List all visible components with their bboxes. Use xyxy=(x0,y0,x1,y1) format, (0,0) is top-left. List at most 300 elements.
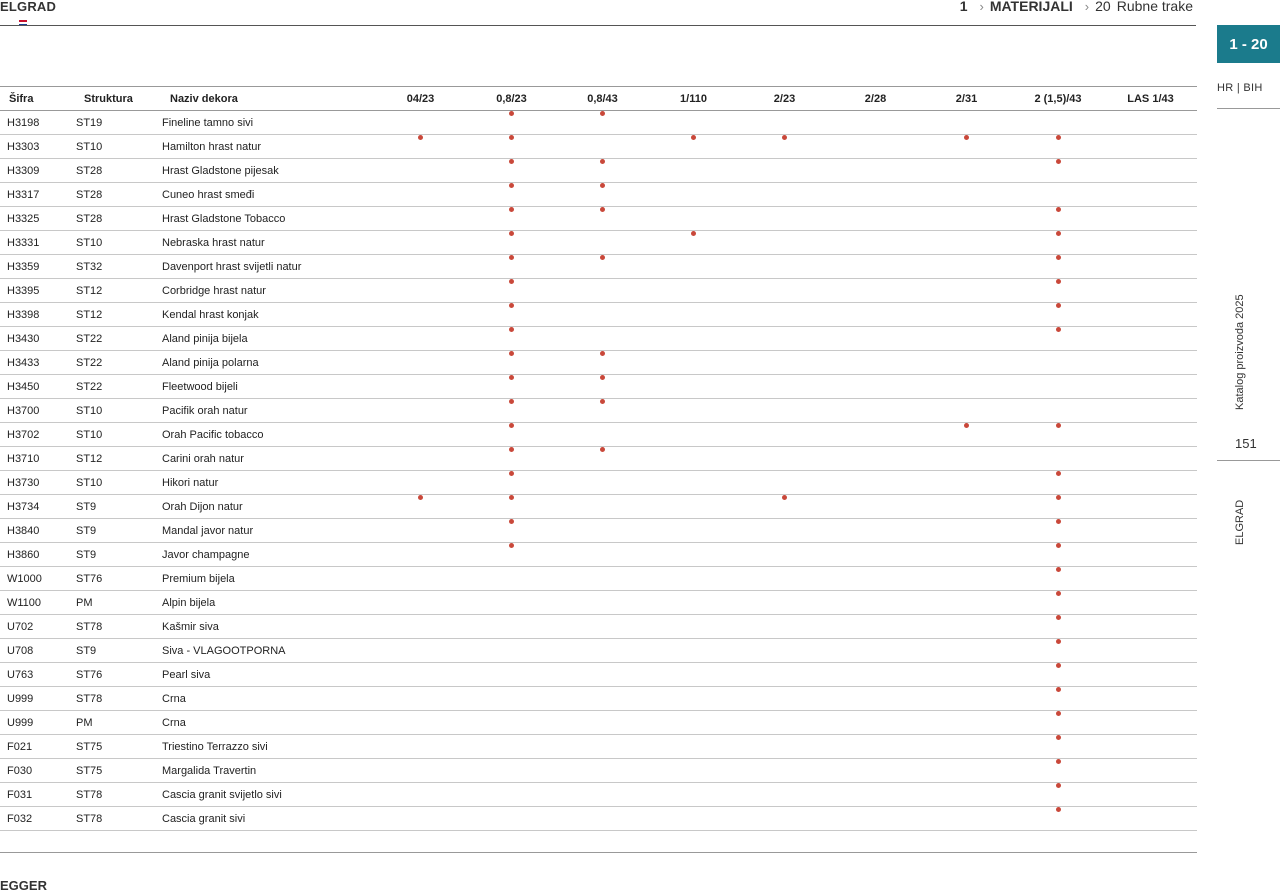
availability-dot-icon xyxy=(1056,327,1061,332)
availability-cell xyxy=(557,303,648,327)
structure-cell: ST10 xyxy=(75,231,161,255)
availability-cell xyxy=(921,399,1012,423)
decor-code-cell: H3710 xyxy=(0,447,75,471)
availability-cell xyxy=(830,375,921,399)
edge-band-table-container xyxy=(0,86,1197,831)
availability-cell xyxy=(1012,303,1104,327)
availability-cell xyxy=(648,135,739,159)
table-row xyxy=(0,591,1197,615)
availability-cell xyxy=(648,375,739,399)
table-row xyxy=(0,399,1197,423)
availability-cell xyxy=(1012,711,1104,735)
availability-cell xyxy=(375,735,466,759)
structure-cell: PM xyxy=(75,591,161,615)
decor-name-cell: Nebraska hrast natur xyxy=(161,231,375,255)
decor-code-cell: H3395 xyxy=(0,279,75,303)
availability-cell xyxy=(375,423,466,447)
availability-cell xyxy=(1012,735,1104,759)
availability-cell xyxy=(921,327,1012,351)
availability-dot-icon xyxy=(600,207,605,212)
availability-cell xyxy=(466,591,557,615)
availability-dot-icon xyxy=(509,423,514,428)
availability-cell xyxy=(739,231,830,255)
availability-cell xyxy=(648,255,739,279)
decor-code-cell: F031 xyxy=(0,783,75,807)
availability-cell xyxy=(921,495,1012,519)
availability-cell xyxy=(375,639,466,663)
availability-dot-icon xyxy=(509,399,514,404)
column-header: Struktura xyxy=(75,87,161,111)
availability-dot-icon xyxy=(509,183,514,188)
availability-cell xyxy=(648,639,739,663)
availability-cell xyxy=(375,159,466,183)
availability-dot-icon xyxy=(1056,783,1061,788)
availability-cell xyxy=(466,639,557,663)
availability-cell xyxy=(466,663,557,687)
availability-cell xyxy=(830,687,921,711)
table-row xyxy=(0,423,1197,447)
availability-cell xyxy=(375,231,466,255)
availability-cell xyxy=(557,255,648,279)
availability-cell xyxy=(830,783,921,807)
table-row xyxy=(0,231,1197,255)
availability-cell xyxy=(739,543,830,567)
decor-code-cell: F021 xyxy=(0,735,75,759)
table-row xyxy=(0,183,1197,207)
availability-cell xyxy=(830,447,921,471)
decor-code-cell: H3702 xyxy=(0,423,75,447)
availability-dot-icon xyxy=(509,495,514,500)
availability-dot-icon xyxy=(1056,711,1061,716)
availability-cell xyxy=(1104,447,1197,471)
availability-cell xyxy=(648,591,739,615)
availability-cell xyxy=(830,615,921,639)
decor-code-cell: H3450 xyxy=(0,375,75,399)
decor-name-cell: Aland pinija bijela xyxy=(161,327,375,351)
availability-cell xyxy=(739,327,830,351)
availability-cell xyxy=(739,351,830,375)
availability-cell xyxy=(739,159,830,183)
availability-cell xyxy=(830,183,921,207)
availability-cell xyxy=(1012,255,1104,279)
availability-cell xyxy=(466,399,557,423)
availability-cell xyxy=(466,615,557,639)
availability-cell xyxy=(739,399,830,423)
availability-cell xyxy=(466,711,557,735)
availability-cell xyxy=(1012,591,1104,615)
table-row xyxy=(0,519,1197,543)
availability-cell xyxy=(648,207,739,231)
availability-cell xyxy=(557,783,648,807)
availability-cell xyxy=(1012,543,1104,567)
availability-cell xyxy=(1104,639,1197,663)
availability-cell xyxy=(739,447,830,471)
decor-name-cell: Davenport hrast svijetli natur xyxy=(161,255,375,279)
availability-dot-icon xyxy=(1056,279,1061,284)
availability-cell xyxy=(466,807,557,831)
availability-cell xyxy=(1104,711,1197,735)
structure-cell: ST19 xyxy=(75,111,161,135)
decor-name-cell: Cascia granit sivi xyxy=(161,807,375,831)
structure-cell: ST12 xyxy=(75,303,161,327)
availability-cell xyxy=(557,375,648,399)
availability-cell xyxy=(1104,495,1197,519)
availability-cell xyxy=(375,495,466,519)
availability-cell xyxy=(830,351,921,375)
availability-cell xyxy=(466,567,557,591)
decor-name-cell: Triestino Terrazzo sivi xyxy=(161,735,375,759)
table-row xyxy=(0,207,1197,231)
availability-cell xyxy=(921,135,1012,159)
availability-cell xyxy=(375,543,466,567)
availability-dot-icon xyxy=(1056,135,1061,140)
availability-cell xyxy=(1104,615,1197,639)
availability-cell xyxy=(921,303,1012,327)
availability-cell xyxy=(1104,423,1197,447)
decor-name-cell: Crna xyxy=(161,687,375,711)
edge-band-table xyxy=(0,86,1197,831)
availability-dot-icon xyxy=(509,303,514,308)
availability-cell xyxy=(921,519,1012,543)
availability-dot-icon xyxy=(509,111,514,116)
availability-cell xyxy=(375,255,466,279)
availability-cell xyxy=(830,591,921,615)
breadcrumb-section[interactable]: Rubne trake xyxy=(1116,0,1193,14)
decor-code-cell: H3398 xyxy=(0,303,75,327)
structure-cell: ST78 xyxy=(75,615,161,639)
availability-cell xyxy=(739,303,830,327)
availability-dot-icon xyxy=(509,279,514,284)
catalog-title-vertical: Katalog proizvoda 2025 xyxy=(1234,294,1246,410)
table-row xyxy=(0,639,1197,663)
table-row xyxy=(0,783,1197,807)
availability-cell xyxy=(557,519,648,543)
availability-cell xyxy=(1012,351,1104,375)
table-row xyxy=(0,615,1197,639)
availability-cell xyxy=(1104,591,1197,615)
decor-code-cell: H3840 xyxy=(0,519,75,543)
availability-dot-icon xyxy=(600,111,605,116)
availability-dot-icon xyxy=(1056,159,1061,164)
availability-cell xyxy=(1104,735,1197,759)
availability-cell xyxy=(466,447,557,471)
availability-cell xyxy=(466,543,557,567)
section-badge: 1 - 20 xyxy=(1217,25,1280,63)
availability-dot-icon xyxy=(509,351,514,356)
table-row xyxy=(0,711,1197,735)
table-row xyxy=(0,663,1197,687)
availability-cell xyxy=(1012,135,1104,159)
decor-name-cell: Hrast Gladstone Tobacco xyxy=(161,207,375,231)
availability-dot-icon xyxy=(509,447,514,452)
availability-cell xyxy=(830,471,921,495)
structure-cell: ST75 xyxy=(75,759,161,783)
availability-cell xyxy=(557,687,648,711)
availability-cell xyxy=(1012,183,1104,207)
availability-cell xyxy=(830,567,921,591)
availability-dot-icon xyxy=(509,327,514,332)
availability-cell xyxy=(557,639,648,663)
table-body xyxy=(0,111,1197,831)
availability-cell xyxy=(648,711,739,735)
availability-cell xyxy=(466,423,557,447)
availability-cell xyxy=(557,447,648,471)
availability-cell xyxy=(830,159,921,183)
availability-cell xyxy=(739,663,830,687)
availability-cell xyxy=(557,663,648,687)
availability-dot-icon xyxy=(1056,303,1061,308)
page-number: 151 xyxy=(1235,436,1257,451)
availability-dot-icon xyxy=(1056,591,1061,596)
availability-cell xyxy=(557,423,648,447)
column-header: 2/28 xyxy=(830,87,921,111)
structure-cell: ST78 xyxy=(75,687,161,711)
decor-code-cell: H3331 xyxy=(0,231,75,255)
availability-cell xyxy=(739,591,830,615)
availability-dot-icon xyxy=(1056,615,1061,620)
availability-dot-icon xyxy=(1056,423,1061,428)
availability-cell xyxy=(466,303,557,327)
availability-cell xyxy=(466,255,557,279)
availability-cell xyxy=(375,447,466,471)
availability-cell xyxy=(739,759,830,783)
availability-cell xyxy=(466,135,557,159)
availability-cell xyxy=(1104,351,1197,375)
availability-cell xyxy=(648,183,739,207)
column-header: 1/110 xyxy=(648,87,739,111)
availability-dot-icon xyxy=(600,183,605,188)
availability-cell xyxy=(830,663,921,687)
availability-cell xyxy=(739,135,830,159)
availability-cell xyxy=(648,807,739,831)
availability-cell xyxy=(557,495,648,519)
table-row xyxy=(0,807,1197,831)
availability-cell xyxy=(739,279,830,303)
availability-cell xyxy=(921,735,1012,759)
availability-cell xyxy=(466,279,557,303)
availability-cell xyxy=(557,567,648,591)
table-row xyxy=(0,375,1197,399)
availability-cell xyxy=(1012,375,1104,399)
decor-code-cell: U702 xyxy=(0,615,75,639)
availability-cell xyxy=(921,759,1012,783)
column-header: LAS 1/43 xyxy=(1104,87,1197,111)
chevron-right-icon: › xyxy=(1084,0,1090,14)
table-row xyxy=(0,279,1197,303)
availability-dot-icon xyxy=(1056,519,1061,524)
availability-cell xyxy=(1012,783,1104,807)
availability-cell xyxy=(1104,807,1197,831)
availability-cell xyxy=(1012,471,1104,495)
availability-cell xyxy=(1012,495,1104,519)
availability-cell xyxy=(466,159,557,183)
availability-cell xyxy=(1104,471,1197,495)
availability-cell xyxy=(1104,303,1197,327)
availability-cell xyxy=(466,471,557,495)
decor-name-cell: Margalida Travertin xyxy=(161,759,375,783)
availability-cell xyxy=(1104,183,1197,207)
availability-cell xyxy=(466,759,557,783)
availability-cell xyxy=(1012,399,1104,423)
column-header: 2 (1,5)/43 xyxy=(1012,87,1104,111)
footer-divider xyxy=(0,852,1197,853)
availability-cell xyxy=(1012,807,1104,831)
availability-cell xyxy=(466,111,557,135)
availability-cell xyxy=(557,111,648,135)
structure-cell: ST22 xyxy=(75,375,161,399)
availability-cell xyxy=(375,399,466,423)
availability-cell xyxy=(739,207,830,231)
availability-cell xyxy=(557,591,648,615)
structure-cell: ST28 xyxy=(75,183,161,207)
availability-cell xyxy=(1012,519,1104,543)
availability-cell xyxy=(921,111,1012,135)
availability-cell xyxy=(557,615,648,639)
availability-cell xyxy=(1104,399,1197,423)
structure-cell: ST9 xyxy=(75,495,161,519)
availability-cell xyxy=(648,351,739,375)
availability-cell xyxy=(921,207,1012,231)
structure-cell: ST28 xyxy=(75,159,161,183)
availability-dot-icon xyxy=(1056,207,1061,212)
table-row xyxy=(0,759,1197,783)
decor-name-cell: Carini orah natur xyxy=(161,447,375,471)
table-row xyxy=(0,447,1197,471)
availability-cell xyxy=(830,207,921,231)
availability-cell xyxy=(648,687,739,711)
availability-cell xyxy=(921,711,1012,735)
structure-cell: ST76 xyxy=(75,567,161,591)
availability-cell xyxy=(466,183,557,207)
availability-cell xyxy=(648,543,739,567)
decor-code-cell: H3734 xyxy=(0,495,75,519)
availability-cell xyxy=(1104,375,1197,399)
availability-cell xyxy=(375,375,466,399)
table-row xyxy=(0,471,1197,495)
availability-cell xyxy=(739,783,830,807)
availability-cell xyxy=(739,423,830,447)
availability-dot-icon xyxy=(509,207,514,212)
structure-cell: ST32 xyxy=(75,255,161,279)
availability-cell xyxy=(466,519,557,543)
structure-cell: PM xyxy=(75,711,161,735)
structure-cell: ST10 xyxy=(75,471,161,495)
availability-cell xyxy=(375,759,466,783)
availability-cell xyxy=(648,615,739,639)
availability-cell xyxy=(557,159,648,183)
column-header: 0,8/43 xyxy=(557,87,648,111)
availability-dot-icon xyxy=(418,135,423,140)
structure-cell: ST78 xyxy=(75,783,161,807)
availability-cell xyxy=(557,183,648,207)
brand-logo-bottom: EGGER xyxy=(0,878,47,893)
availability-cell xyxy=(557,807,648,831)
availability-cell xyxy=(648,303,739,327)
decor-code-cell: H3730 xyxy=(0,471,75,495)
availability-cell xyxy=(830,279,921,303)
availability-cell xyxy=(375,567,466,591)
breadcrumb-section-number: 20 xyxy=(1095,0,1111,14)
structure-cell: ST9 xyxy=(75,519,161,543)
availability-cell xyxy=(1104,255,1197,279)
structure-cell: ST22 xyxy=(75,327,161,351)
availability-cell xyxy=(648,495,739,519)
availability-cell xyxy=(921,279,1012,303)
availability-dot-icon xyxy=(1056,567,1061,572)
availability-cell xyxy=(1104,327,1197,351)
availability-dot-icon xyxy=(1056,759,1061,764)
availability-cell xyxy=(739,111,830,135)
decor-name-cell: Hamilton hrast natur xyxy=(161,135,375,159)
availability-cell xyxy=(739,615,830,639)
decor-name-cell: Aland pinija polarna xyxy=(161,351,375,375)
availability-cell xyxy=(1012,279,1104,303)
column-header: 0,8/23 xyxy=(466,87,557,111)
structure-cell: ST10 xyxy=(75,423,161,447)
sidebar-divider xyxy=(1217,460,1280,461)
decor-code-cell: H3700 xyxy=(0,399,75,423)
availability-cell xyxy=(375,183,466,207)
decor-name-cell: Kendal hrast konjak xyxy=(161,303,375,327)
availability-cell xyxy=(830,711,921,735)
availability-cell xyxy=(375,471,466,495)
availability-cell xyxy=(1012,159,1104,183)
availability-cell xyxy=(921,663,1012,687)
availability-cell xyxy=(830,759,921,783)
decor-code-cell: W1000 xyxy=(0,567,75,591)
decor-code-cell: F030 xyxy=(0,759,75,783)
availability-cell xyxy=(557,135,648,159)
availability-cell xyxy=(557,711,648,735)
availability-cell xyxy=(375,663,466,687)
availability-cell xyxy=(739,255,830,279)
decor-name-cell: Cascia granit svijetlo sivi xyxy=(161,783,375,807)
availability-cell xyxy=(1012,423,1104,447)
decor-name-cell: Javor champagne xyxy=(161,543,375,567)
decor-name-cell: Pearl siva xyxy=(161,663,375,687)
table-row xyxy=(0,159,1197,183)
availability-dot-icon xyxy=(1056,495,1061,500)
table-row xyxy=(0,567,1197,591)
availability-cell xyxy=(648,735,739,759)
availability-dot-icon xyxy=(418,495,423,500)
structure-cell: ST10 xyxy=(75,135,161,159)
availability-cell xyxy=(375,351,466,375)
availability-dot-icon xyxy=(782,495,787,500)
column-header: 2/23 xyxy=(739,87,830,111)
availability-cell xyxy=(1012,687,1104,711)
availability-cell xyxy=(739,471,830,495)
structure-cell: ST10 xyxy=(75,399,161,423)
availability-cell xyxy=(739,711,830,735)
availability-cell xyxy=(1104,231,1197,255)
availability-cell xyxy=(648,783,739,807)
structure-cell: ST9 xyxy=(75,543,161,567)
availability-cell xyxy=(921,255,1012,279)
availability-dot-icon xyxy=(964,423,969,428)
decor-code-cell: F032 xyxy=(0,807,75,831)
availability-cell xyxy=(466,783,557,807)
availability-cell xyxy=(557,327,648,351)
availability-cell xyxy=(648,327,739,351)
decor-name-cell: Corbridge hrast natur xyxy=(161,279,375,303)
breadcrumb-chapter[interactable]: MATERIJALI xyxy=(989,0,1073,14)
decor-name-cell: Crna xyxy=(161,711,375,735)
availability-cell xyxy=(648,471,739,495)
availability-cell xyxy=(1012,639,1104,663)
availability-cell xyxy=(1104,543,1197,567)
availability-dot-icon xyxy=(600,399,605,404)
